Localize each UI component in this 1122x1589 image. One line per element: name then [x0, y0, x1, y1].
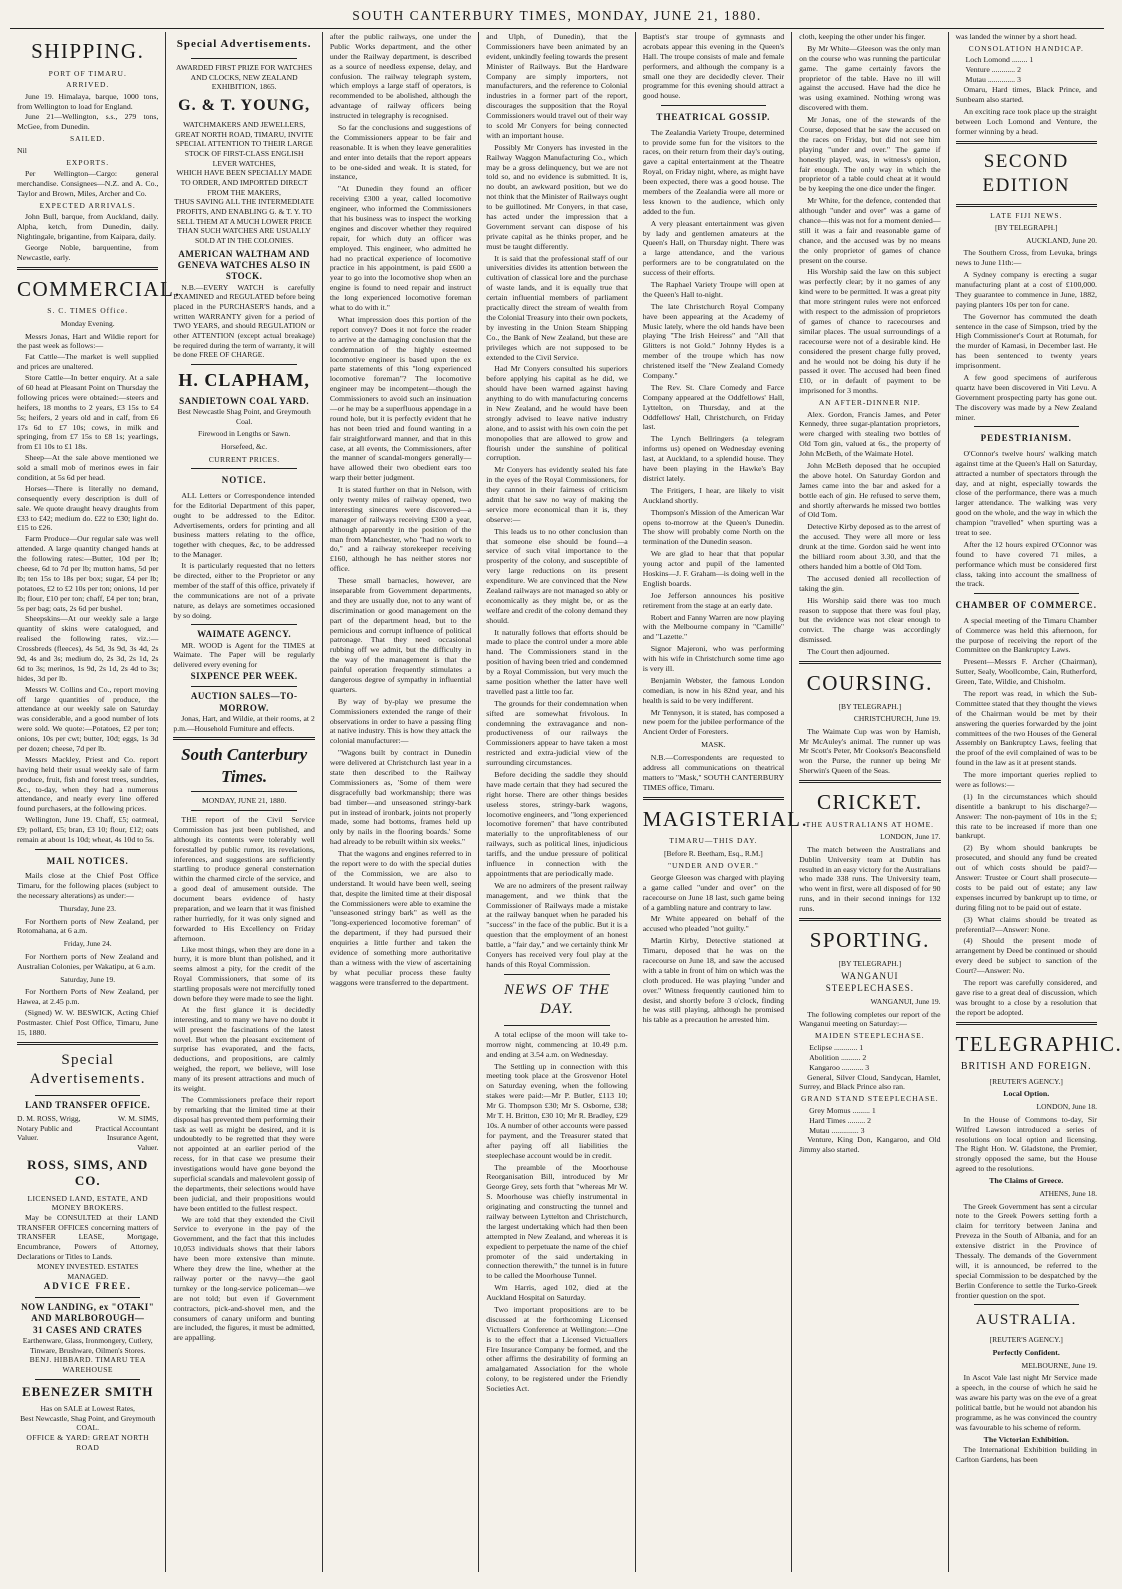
divider	[173, 737, 314, 740]
result-row: Venture ............ 2	[965, 65, 1021, 75]
exhibition-title: The Victorian Exhibition.	[983, 1434, 1069, 1444]
mail-6: Saturday, June 19.	[60, 974, 116, 984]
result-row: Grey Momus ......... 1	[809, 1105, 876, 1115]
divider	[35, 849, 140, 850]
office-date: Monday Evening.	[60, 318, 115, 328]
editorial-3: At the first glance it is decidedly interesting, and to many we have no doubt it will present the fascinations of the latest novel. But when the pleasant excitement of surprise has evaporated, and the facts, deductions, and propositions, are calmly weighed, the report, we believe, will lose many of its present attractions and much of its weight.	[173, 1004, 315, 1094]
smith-sale: Has on SALE at Lowest Rates,	[40, 1404, 135, 1414]
sporting-4: was landed the winner by a short head.	[955, 32, 1077, 41]
theatrical-2: A very pleasant entertainment was given by lady and gentlemen amateurs at the Queen's Hall, on Thursday night. There was a large attendance, and the various performers are to be congratulated on the success of their efforts.	[642, 218, 785, 278]
theatrical-1: The Zealandia Variety Troupe, determined to provide some fun for the visitors to the races, on their return from their day's outing, gave a capital entertainment at the Theatre Royal, on Friday night, where, as might have been expected, there was a good house. The members of the Zealandia were all more or less known to the audience, which only added to the fun.	[642, 127, 785, 216]
magisterial-before: [Before R. Beetham, Esq., R.M.]	[664, 848, 763, 858]
young-watch-ad	[173, 63, 314, 360]
greece-title: The Claims of Greece.	[989, 1176, 1064, 1186]
exports-1: Per Wellington—Cargo: general merchandise. Consignees—N.Z. and A. Co., Taylor and Brown, Miles, Archer and Co.	[17, 169, 159, 198]
young-made: WHICH HAVE BEEN SPECIALLY MADE TO ORDER, AND IMPORTED DIRECT FROM THE MAKERS,	[176, 168, 312, 197]
fiji-title: LATE FIJI NEWS.	[990, 210, 1063, 220]
after-dinner-1: Alex. Gordon, Francis James, and Peter Kennedy, three sugar-plantation proprietors, were charged with stealing two bottles of Old Tom gin, valued at 6s., the property of John McBeth, of the Waimate Hotel.	[799, 409, 941, 459]
divider	[35, 1095, 140, 1096]
cricket-date: LONDON, June 17.	[880, 832, 941, 842]
editorial-cont-13: Had Mr Conyers consulted his superiors before applying his capital as he did, we should have been warned against having anything to do with manufacturing concerns in New Zealand, and he would have been strongly advised to leave native industry alone, and to assist with his own coin the pet monopolies that are allowed to grow and flourish under the sunshine of political corruption.	[486, 364, 628, 463]
heading-australia: AUSTRALIA.	[975, 1312, 1077, 1329]
magisterial-6: Mr Jonas, one of the stewards of the Course, deposed that he saw the accused on the races on Friday, but did not see him playing "under and over." The game if honestly played, was, in witness's opinion, fair enough. The only way in which the proprietor of a table could cheat at it would be by keeping the one dice under the finger.	[799, 115, 941, 194]
coursing-date: CHRISTCHURCH, June 19.	[853, 714, 941, 724]
news-6: Baptist's star troupe of gymnasts and acrobats appear this evening in the Queen's Hall. The troupe consists of male and female performers, and although the company is a small one they are decidedly clever. Their programme for this evening should attract a good house.	[642, 32, 785, 101]
port-title: PORT OF TIMARU.	[48, 68, 127, 78]
theatrical-8: Thompson's Mission of the American War opens to-morrow at the Queen's Dunedin. The show will probably come North on the termination of the Dunedin season.	[642, 507, 785, 547]
heading-cricket: CRICKET.	[817, 790, 923, 815]
editorial-cont-15: This leads us to no other conclusion than that someone else should be found—a service of such vital importance to the prosperity of the colony, and susceptible of very large reductions on its present expenditure. We are convinced that the New Zealand railways are not managed so ably or economically as they might be, or as the welfare and credit of the colony demand they should.	[486, 526, 628, 625]
chamber-6: (2) By whom should bankrupts be prosecuted, and should any fund be created out of which costs should be paid?—Answer: Trustee or Court shall prosecute—costs to be paid out of estate; any law expenses incurred by bankrupt up to time, or during filing not to be paid out of estate.	[955, 843, 1097, 912]
sporting-3: Venture, King Don, Kangaroo, and Old Jimmy also started.	[799, 1135, 941, 1155]
editorial-cont-4: What impression does this portion of the report convey? Does it not force the reader to arrive at the damaging conclusion that the condemnation of the highly esteemed locomotive engineer is based upon the ex parte statements of this "long experienced locomotive foreman"? The locomotive engineer may be incompetent—though the Commissioners to avoid such an insinuation—or he may be a superfluous appendage in a round hole, but it is perfectly evident that he has not been tried and found wanting in a fair straightforward manner, and that in this case, at all events, the Commissioners, after the manner of scandal-mongers generally—have allowed their two obedient ears too warp their better judgment.	[329, 314, 472, 483]
result-row: Kangaroo ........... 3	[809, 1062, 870, 1072]
theatrical-4: The late Christchurch Royal Company have been appearing at the Academy of Music lately, where the old hands have been playing "The Irish Heiress" and "All that Glitters is not Gold." Johnny Hydes is a member of the troupe which has now christened itself the "New Zealand Comedy Company."	[642, 301, 785, 381]
notice-1: ALL Letters or Correspondence intended for the Editorial Department of this paper, ought to be addressed to the Editor. Advertisements, orders for printing and all business matters relating to the office, together with cheques, &c, to be addressed to the Manager.	[173, 490, 315, 560]
divider	[974, 1304, 1079, 1305]
magisterial-case: "UNDER AND OVER."	[667, 861, 759, 871]
heading-chamber: CHAMBER OF COMMERCE.	[955, 600, 1097, 611]
news-5: Two important propositions are to be discussed at the forthcoming Licensed Victuallers Conference at Wellington:—One is to the effect that a Licensed Victuallers Fire Insurance Company be formed, and the other affirms the desirability of forming an amalgamated Association for the whole colony, to be registered under the Friendly Societies Act.	[486, 1304, 628, 1394]
after-dinner-2: John McBeth deposed that he occupied the above hotel. On Saturday Gordon and James came into the bar and asked for a bottle each of gin. He refused to serve them, and shortly afterwards he missed two bottles of Old Tom.	[799, 461, 941, 520]
landing-goods: Earthenware, Glass, Ironmongery, Cutlery, Tinware, Brushware, Oilmen's Stores.	[22, 1336, 153, 1355]
arrived-title: ARRIVED.	[66, 80, 110, 90]
sporting-1: The following completes our report of the Wanganui meeting on Saturday:—	[799, 1009, 941, 1029]
smith-name: EBENEZER SMITH	[22, 1383, 154, 1399]
result-row: Mutau .............. 3	[809, 1125, 865, 1135]
theatrical-3: The Raphael Variety Troupe will open at the Queen's Hall to-night.	[642, 280, 785, 299]
editorial-cont-12: It is said that the professional staff of our universities divides its attention between the cultivation of classical lore and the purchase of waste lands, and it is equally true that certain influential members of parliament practically direct the stream of wealth from the Colonial Treasury into their own pockets, by investing in the Union Steam Shipping Co., the Bank of New Zealand, but these are privileges which are not supposed to be extended to the Civil Service.	[486, 253, 628, 362]
confident-1: In Ascot Vale last night Mr Service made a speech, in the course of which he said he was aware his party was on the eve of a great political battle, but he would not abandon his programme, as he was convinced the country was favourable to his scheme of reform.	[955, 1373, 1097, 1432]
editorial-cont-1: after the public railways, one under the Public Works department, and the other under the Railway department, is described as a source of needless expense, delay, and confusion. The railway telegraph system, which employs a large staff of operators, is recommended to be abolished, although the advantage of railway officers being instructed in telegraphy is recognised.	[329, 32, 472, 121]
theatrical-11: Robert and Fanny Warren are now playing with the Melbourne company in "Camille" and "Lazette."	[642, 612, 785, 642]
editorial-cont-8: "Wagons built by contract in Dunedin were delivered at Christchurch last year in a state then described to the Railway Commissioners as, 'Some of them were disgracefully bad workmanship; there was bad timber—and unseasoned stringy-bark put in instead of ironbark, joints not properly made, some had bottoms, frames held up only by nails in the flooring boards.' Some had already to be rebuilt within six weeks."	[329, 748, 472, 847]
editorial-cont-19: We are no admirers of the present railway management, and we think that the Commissioner of Railways made a mistake at the railway banquet when he paraded his "success" in the face of the public. But it is a question that the employment of an honest battle, a "fair day," and we certainly think Mr Conyers has received very foul play at the hands of this Royal Commission.	[486, 880, 628, 969]
magisterial-5: By Mr White—Gleeson was the only man on the course who was running the particular game. The game certainly favors the proprietor of the table. Have no ill will against the accused. Have had the dice he was using examined. Nothing wrong was discovered with them.	[799, 43, 941, 113]
chamber-3: The report was read, in which the Sub-Committee stated that they thought the views of the Chairman would be met by their answering the queries forwarded by the joint committees of the two Houses of the General Assembly on Bankruptcy Laws, feeling that the proof of the evil complained of was to be found in the law as it at present stands.	[955, 689, 1097, 768]
landing-signature: BENJ. HIBBARD. TIMARU TEA WAREHOUSE	[29, 1355, 146, 1375]
young-warranty: N.B.—EVERY WATCH is carefully EXAMINED and REGULATED before being placed in the PURCHASER'S hands, and a written WARRANTY given for a period of TWO YEARS, and should REGULATION or other ATTENTION (except actual breakage) be required during the term of warranty, it will be done FREE OF CHARGE.	[173, 282, 315, 360]
after-dinner-title: AN AFTER-DINNER NIP.	[818, 398, 921, 408]
news-4: Wm Harris, aged 102, died at the Auckland Hospital on Saturday.	[486, 1283, 628, 1303]
local-option-title: Local Option.	[1003, 1089, 1050, 1099]
mail-8: (Signed) W. W. BESWICK, Acting Chief Postmaster. Chief Post Office, Timaru, June 15, 1880.	[17, 1007, 159, 1037]
divider	[191, 364, 296, 365]
smith-ad	[17, 1384, 158, 1453]
fiji-4: A few good specimens of auriferous quartz have been discovered in Viti Levu. A Government prospecting party has gone out. The discovery was made by a New Zealand miner.	[955, 373, 1097, 422]
divider	[974, 426, 1079, 427]
editorial-cont-5: It is stated further on that in Nelson, with only twenty miles of railway opened, two interesting sinecures were discovered—a manager of railways receiving £300 a year, although apparently in the position of the man from Manchester, who "had no work to do," and a railway storekeeper receiving £160, although he has neither stores nor office.	[329, 485, 472, 574]
greece-1: The Greek Government has sent a circular note to the Greek Powers setting forth a claim for territory between Janina and Preveza in the South of Albania, and for an extensive district in the Province of Thessaly. The demands of the Government will, it is announced, be referred to the special Commission to be despatched by the Berlin Conference to settle the Turko-Greek frontier question on the spot.	[955, 1201, 1097, 1300]
clapham-firewood: Firewood in Lengths or Sawn.	[198, 429, 291, 439]
exhibition-1: The International Exhibition building in Carlton Gardens, has been	[955, 1444, 1097, 1464]
result-row: Eclipse ............ 1	[809, 1042, 864, 1052]
news-2: The Settling up in connection with this meeting took place at the Grosvenor Hotel on Saturday evening, when the following stakes were paid:—Mr P. Butler, £113 10; Mr G. Thompson £30; Mr S. Osborne, £38; Mr T. H. Britton, £30 10; Mr R. Bradley, £29 10s. A number of other accounts were passed for payment, and the Treasurer stated that after paying off all liabilities the steeplechase account would be in credit.	[486, 1061, 628, 1160]
mail-2: Thursday, June 23.	[59, 904, 116, 914]
magisterial-8: His Worship said the law on this subject was perfectly clear; by it no games of any kind were to be permitted. It was a great pity that more stringent rules were not enforced with respect to the admission of proprietors of games of chance to racecourses and similar places. The usual surroundings of a racecourse were not of a desirable kind. He considered the present charge fully proved, and he would not be doing his duty if he passed it over. The accused had been fined £10, or in default of payment to be imprisoned for 3 months.	[799, 267, 941, 396]
divider	[35, 1379, 140, 1380]
divider	[504, 974, 609, 975]
landing-title: NOW LANDING, ex "OTAKI" AND MARLBOROUGH—	[21, 1301, 155, 1324]
theatrical-13: Benjamin Webster, the famous London comedian, is now in his 82nd year, and his health is said to be very indifferent.	[642, 675, 785, 705]
sailed-nil: Nil	[17, 145, 27, 155]
award-line: AWARDED FIRST PRIZE FOR WATCHES AND CLOCKS, NEW ZEALAND EXHIBITION, 1865.	[176, 62, 313, 92]
sailed-title: SAILED.	[69, 134, 106, 144]
heading-second-edition: SECOND EDITION	[982, 150, 1070, 196]
chamber-1: A special meeting of the Timaru Chamber of Commerce was held this afternoon, for the purpose of receiving the report of the Committee on the Bankruptcy Laws.	[955, 615, 1097, 655]
waimate-title: WAIMATE AGENCY.	[197, 629, 292, 640]
pedestrianism-2: After the 12 hours expired O'Connor was found to have covered 71 miles, a performance which must be considered first class, taking into account the smallness of the track.	[955, 539, 1097, 589]
divider	[191, 468, 296, 469]
waimate-text: MR. WOOD is Agent for the TIMES at Waimate. The Paper will be regularly delivered every evening for	[173, 640, 315, 670]
telegraphic-sub: BRITISH AND FOREIGN.	[960, 1061, 1092, 1073]
heading-sporting: SPORTING.	[809, 928, 930, 953]
result-row: Abolition .......... 2	[809, 1052, 867, 1062]
mail-3: For Northern ports of New Zealand, per Rotomahana, at 6 a.m.	[17, 916, 159, 936]
result-row: Mutau .............. 3	[965, 75, 1021, 85]
editorial-cont-3: "At Dunedin they found an officer receiving £300 a year, called locomotive engineer, who informed the Commissioners that his business was to inspect the working engines and discover whether they required repair, for which duty an officer was employed. This engineer, who admitted he had no practical experience of locomotive practice in his appointment, is paid £600 a year to go into the locomotive shop when an engine is found to need repair and instruct the long experienced locomotive foreman what to do with it."	[329, 184, 472, 313]
mail-1: Mails close at the Chief Post Office Timaru, for the following places (subject to the necessary alterations) as under:—	[17, 871, 159, 901]
young-intro: WATCHMAKERS AND JEWELLERS, GREAT NORTH ROAD, TIMARU, INVITE SPECIAL ATTENTION TO THEIR LARGE STOCK OF FIRST-CLASS ENGLISH LEVER WATCHES,	[175, 120, 314, 168]
after-dinner-5: His Worship said there was too much reason to suppose that there was foul play, but the evidence was not clear enough to convict. The charge was accordingly dismissed.	[799, 595, 941, 645]
cricket-sub: THE AUSTRALIANS AT HOME.	[805, 819, 935, 829]
editorial-2: Like most things, when they are done in a hurry, it is more blunt than polished, and it seems almost a pity, for the credit of the Royal Commissioners, that some of its startling proposals were not mercifully toned down before they were made to see the light.	[173, 944, 315, 1003]
grand-stand-title: GRAND STAND STEEPLECHASE.	[801, 1094, 939, 1104]
heading-notice: NOTICE.	[221, 475, 267, 486]
theatrical-9: We are glad to hear that that popular young actor and pupil of the lamented Hoskins—J. F. Graham—is doing well in the English boards.	[642, 549, 785, 588]
divider	[799, 918, 940, 921]
divider	[956, 204, 1097, 207]
pedestrianism-1: O'Connor's twelve hours' walking match against time at the Queen's Hall on Saturday, attracted a number of spectators through the day, and at night, especially towards the close of the performance, there was a much larger attendance. The walking was very good on the whole, and the way in which the champion "travelled" when spurting was a treat to see.	[955, 448, 1097, 538]
clapham-horsefeed: Horsefeed, &c.	[221, 442, 268, 452]
divider	[191, 686, 296, 687]
masthead: SOUTH CANTERBURY TIMES, MONDAY, JUNE 21, 1880.	[10, 6, 1104, 29]
after-dinner-6: The Court then adjourned.	[807, 647, 890, 657]
magisterial-2: Mr White appeared on behalf of the accused who pleaded "not guilty."	[642, 914, 785, 934]
greece-date: ATHENS, June 18.	[1039, 1189, 1097, 1199]
waimate-ad	[173, 629, 314, 682]
auction-text: Jonas, Hart, and Wildie, at their rooms, at 2 p.m.—Household Furniture and effects.	[173, 714, 315, 733]
theatrical-12: Signor Majeroni, who was performing with his wife in Christchurch some time ago is very ill.	[642, 644, 785, 673]
editorial-cont-7: By way of by-play we presume the Commissioners extended the range of their observations in order to have a passing fling at native industry. This is how they attack the colonial manufacturer:—	[329, 696, 472, 746]
commercial-2: Fat Cattle—The market is well supplied and prices are unaltered.	[17, 352, 159, 372]
commercial-3: Store Cattle—In better enquiry. At a sale of 60 head at Pleasant Point on Thursday the following prices were obtained:—steers and heifers, 18 months to 2 years, £3 15s to £4 5s; heifers, 2 years old and in calf, from £6 17s 6d to £7 10s; cows, in milk and springing, from £7 15s to £8 1s; yearlings, from £1 10s to £1 18s.	[17, 373, 159, 452]
editorial-cont-18: Before deciding the saddle they should have made certain that they had secured the right horse. There are other things besides useless stores, stringy-bark wagons, locomotive engineers, and "long experienced locomotive foremen" that have contributed materially to the unprofitableness of our railways, such as political lines, injudicious tariffs, and the undue pressure of political influence in connection with the appointments that are periodically made.	[486, 770, 628, 878]
column-4	[479, 32, 635, 1572]
magisterial-1: George Gleeson was charged with playing a game called "under and over" on the racecourse on June 18 last, such game being of a gambling nature and contrary to law.	[642, 872, 785, 912]
firm-left: D. M. ROSS, Wrigg, Notary Public and Valuer.	[17, 1114, 81, 1143]
editorial-cont-11: Possibly Mr Conyers has invested in the Railway Waggon Manufacturing Co., which may be a gross delinquency, but we are not told so, and no evidence is submitted. It is, no doubt, an awkward position, but we do not think that the Minister of Railways ought to be guillotined. Mr Conyers, in that case, has acted under the impression that a Government servant can dispose of his private capital as he thinks proper, and he must be taught differently.	[486, 142, 628, 251]
magisterial-4: cloth, keeping the other under his finger.	[799, 32, 926, 41]
theatrical-14: Mr Tennyson, it is stated, has composed a new poem for the jubilee performance of the Ancient Order of Foresters.	[642, 707, 785, 737]
fiji-1: The Southern Cross, from Levuka, brings news to June 11th:—	[955, 248, 1097, 268]
commercial-8: Messrs W. Collins and Co., report moving off large quantities of produce, the attendance at our weekly sale on Saturday was considerable, and a good number of lots were sold. We quote:—Potatoes, £2 per ton; onions, 10s per cwt; butter, 10d; eggs, 1s 3d per dozen; cheese, 7d per lb.	[17, 684, 159, 754]
after-dinner-4: The accused denied all recollection of taking the gin.	[799, 573, 941, 593]
young-name: G. & T. YOUNG,	[178, 96, 311, 114]
chamber-4: The more important queries replied to were as follows:—	[955, 770, 1097, 790]
divider	[191, 58, 296, 59]
clapham-coal: Best Newcastle Shag Point, and Greymouth Coal.	[177, 407, 311, 426]
column-5	[636, 32, 809, 1572]
divider	[35, 1297, 140, 1298]
firm-partners	[17, 1114, 158, 1153]
heading-news-of-the-day: NEWS OF THE DAY.	[503, 981, 610, 1017]
heading-telegraphic: TELEGRAPHIC.	[955, 1031, 1122, 1056]
heading-magisterial: MAGISTERIAL.	[642, 806, 809, 831]
expected-title: EXPECTED ARRIVALS.	[39, 200, 136, 210]
firm-subtitle: LICENSED LAND, ESTATE, AND MONEY BROKERS.	[27, 1193, 148, 1213]
editorial-1: THE report of the Civil Service Commission has just been published, and although its contents were tolerably well forestalled by public rumor, its revelations, inferences, and suggestions are sufficiently startling to produce general consternation within the charmed circle of the service, and a good deal of amusement outside. The document bears evidence of hasty preparation, and we learn that it was finished rather hurriedly, for it was only signed and forwarded to His Excellency on Friday afternoon.	[173, 814, 315, 943]
heading-special-ads: Special Advertisements.	[29, 1051, 146, 1087]
reuters-2: [REUTER'S AGENCY.]	[989, 1335, 1063, 1345]
after-dinner-3: Detective Kirby deposed as to the arrest of the accused. They were all more or less drunk at the time. Gordon said he went into the billiard room about 3.30, and that the others handed him a bottle of Old Tom.	[799, 522, 941, 571]
chamber-5: (1) In the circumstances which should disentitle a bankrupt to his discharge?—Answer: The non-payment of 10s in the £; this rate to be increased if more than one bankrupt.	[955, 791, 1097, 841]
land-transfer-ad	[17, 1100, 158, 1293]
editorial-cont-9: That the wagons and engines referred to in the report were to do with the special duties of the Commission, we are also to understand. It would have been well, seeing that, despite the limited time at their disposal the Commissioners were able to examine the "unseasoned stringy bark" as well as the "long-experienced locomotive foreman" of the department, if they had pursued their enquiries a little further and taken the evidence of something more authoritative than a witness with the view of ascertaining by what peculiar process these faulty waggons were transferred to the department.	[329, 849, 472, 987]
commercial-10: Wellington, June 19. Chaff, £5; oatmeal, £9; pollard, £5; bran, £3 10; flour, £12; oats remain at about 1s 10d; wheat, 4s 10d to 5s.	[17, 815, 159, 845]
sporting-date: WANGANUI, June 19.	[870, 997, 941, 1007]
consolation-title: CONSOLATION HANDICAP.	[968, 43, 1084, 53]
heading-theatrical-gossip: THEATRICAL GOSSIP.	[656, 112, 771, 123]
theatrical-7: The Fritigers, I hear, are likely to visit Auckland shortly.	[642, 485, 785, 505]
theatrical-nb: N.B.—Correspondents are requested to address all communications on theatrical matters to "Mask," SOUTH CANTERBURY TIMES office, Timaru.	[642, 753, 785, 792]
heading-special-ads: Special Advertisements.	[176, 38, 312, 50]
fiji-3: The Governor has commuted the death sentence in the case of Simpson, tried by the High Commissioner's Court at Rotumah, for the murder of Kamasi, in December last. He has been sentenced to twenty years imprisonment.	[955, 311, 1097, 371]
young-saving: THUS SAVING ALL THE INTERMEDIATE PROFITS, AND ENABLING G. & T. Y. TO SELL THEM AT A MUCH LOWER PRICE	[174, 197, 314, 226]
commercial-4: Sheep—At the sale above mentioned we sold a small mob of merinos ewes in fair condition, at 5s 6d per head.	[17, 453, 159, 482]
divider	[956, 141, 1097, 144]
smith-coal: Best Newcastle, Shag Point, and Greymouth COAL.	[20, 1413, 156, 1433]
column-1	[10, 32, 182, 1572]
sporting-telegraph: [BY TELEGRAPH.]	[838, 958, 902, 968]
divider	[661, 105, 766, 106]
commercial-7: Sheepskins—At our weekly sale a large quantity of skins were catalogued, and realised the following rates, viz.:—Crossbreds (fleeces), 4s 5d, 3s 9d, 3s 4d, 2s 9d, 4s and 3s; medium do, 2s 3d, 2s 1d, 2s 6d to 3s; merinos, 1s 9d, 2s 1d, 2s 4d to 3s; hides, 3d per lb.	[17, 614, 159, 683]
local-option-date: LONDON, June 18.	[1036, 1102, 1097, 1112]
landing-ad	[17, 1302, 158, 1375]
column-7	[949, 32, 1122, 1572]
column-3	[323, 32, 479, 1572]
reuters-1: [REUTER'S AGENCY.]	[989, 1076, 1063, 1086]
arrival-2: June 21—Wellington, s.s., 279 tons, McGee, from Dunedin.	[17, 112, 159, 132]
divider	[643, 797, 784, 800]
sporting-sub: WANGANUI STEEPLECHASES.	[825, 971, 914, 993]
column-6	[792, 32, 948, 1572]
exports-title: EXPORTS.	[66, 157, 110, 167]
arrival-1: June 19. Himalaya, barque, 1000 tons, from Wellington to load for England.	[17, 91, 159, 111]
auction-title: AUCTION SALES—TO-MORROW.	[190, 691, 298, 713]
notice-2: It is particularly requested that no letters be directed, either to the Proprietor or any member of the staff of this office, privately if the communications are not of a private nature, as delays are sometimes occasioned by so doing.	[173, 561, 315, 620]
consolation-3: An exciting race took place up the straight between Loch Lomond and Venture, the former winning by a head.	[955, 106, 1097, 136]
young-colonies: THAN SUCH WATCHES ARE USUALLY SOLD AT IN THE COLONIES.	[177, 226, 311, 245]
clapham-name: H. CLAPHAM,	[178, 369, 310, 390]
chamber-2: Present—Messrs F. Archer (Chairman), Sutter, Sealy, Woollcombe, Cain, Rutherford, Green, Tate, Wildie, and Chisholm.	[955, 657, 1097, 687]
expected-1: John Bull, barque, from Auckland, daily. Alpha, ketch, from Dunedin, daily. Nightingale, brigantine, from Kaipara, daily.	[17, 212, 159, 242]
commercial-9: Messrs Mackley, Priest and Co. report having held their usual weekly sale of farm produce, fruit, fish and forest trees, sundries, &c., to-day, when they had a numerous attendance, and nearly every line offered found purchasers, at the following prices.	[17, 754, 159, 814]
result-row: Loch Lomond ........ 1	[965, 55, 1034, 65]
clapham-prices: CURRENT PRICES.	[208, 454, 280, 464]
divider	[799, 780, 940, 783]
heading-commercial: COMMERCIAL.	[17, 276, 182, 301]
theatrical-5: The Rev. St. Clare Comedy and Farce Company appeared at the Oddfellows' Hall, Lyttelton, on Thursday, and at the Oddfellows' Hall, Christchurch, on Friday last.	[642, 382, 785, 432]
divider	[191, 624, 296, 625]
smith-office: OFFICE & YARD: GREAT NORTH ROAD	[26, 1433, 150, 1452]
mail-7: For Northern Ports of New Zealand, per Hawea, at 2.45 p.m.	[17, 987, 159, 1007]
local-option-1: In the House of Commons to-day, Sir Wilfred Lawson introduced a series of resolutions on local option and licensing. The Right Hon. W. Gladstone, the Premier, strongly opposed the same, but the House agreed to the resolutions.	[955, 1114, 1097, 1174]
commercial-1: Messrs Jonas, Hart and Wildie report for the past week as follows:—	[17, 331, 159, 351]
chamber-8: (4) Should the present mode of arrangement by Deed be continued or should every deed be subject to sanction of the Court?—Answer: No.	[955, 936, 1097, 976]
waimate-price: SIXPENCE PER WEEK.	[190, 670, 298, 681]
magisterial-3: Martin Kirby, Detective stationed at Timaru, deposed that he was on the racecourse on June 18, and saw the accused with a table in front of him on which was the cloth produced. He was playing "under and over." Witness frequently cautioned him to desist, and shortly before 3 o'clock, finding he was still playing, although he promised his table as a precaution he arrested him.	[642, 936, 785, 1025]
land-office-title: LAND TRANSFER OFFICE.	[25, 1099, 151, 1110]
divider	[191, 791, 296, 792]
office-title: S. C. TIMES Office.	[47, 306, 129, 316]
mask-signature: MASK.	[701, 740, 726, 750]
divider	[956, 1022, 1097, 1025]
cricket-1: The match between the Australians and Dublin University team at Dublin has resulted in an easy victory for the Australians who made 338 runs. The University team, who went in first, were all disposed of for 90 runs, and in their second innings for 132 runs.	[799, 844, 941, 914]
fiji-2: A Sydney company is erecting a sugar manufacturing plant at a cost of £100,000. They guarantee to commence in June, 1882, paying planters 10s per ton for cane.	[955, 270, 1097, 309]
divider	[17, 1042, 158, 1045]
paper-date: MONDAY, JUNE 21, 1880.	[202, 796, 287, 806]
magisterial-sub: TIMARU—THIS DAY.	[669, 836, 758, 846]
coursing-1: The Waimate Cup was won by Hamish, Mr McAuley's animal. The runner up was Mr Scott's Peter, Mr Cookson's Beaconsfield won the Purse, the runner up being Mr Sherwin's Queen of the Seas.	[799, 726, 941, 776]
editorial-cont-16: It naturally follows that efforts should be made to place the control under a more able hand. The Commissioners stand in the position of having been tried and condemned by a Royal Commission, but very much the same position whether the latter have well travelled past a little too far.	[486, 627, 628, 696]
magisterial-7: Mr White, for the defence, contended that although "under and over" was a game of chance—this was not for a moment denied—still it was a fair and reasonable game of chance, and the accused was by no means the only proprietor of games of chance present on the course.	[799, 196, 941, 265]
chamber-7: (3) What claims should be treated as preferential?—Answer: None.	[955, 914, 1097, 934]
chamber-9: The report was carefully considered, and gave rise to a great deal of discussion, which was brought to a close by a resolution that the report be adopted.	[955, 977, 1097, 1017]
firm-text: May be CONSULTED at their LAND TRANSFER OFFICES concerning matters of TRANSFER LEASE, Mortgage, Encumbrance, Powers of Attorney, Declarations or Titles to Lands.	[17, 1212, 159, 1261]
landing-cases: 31 CASES AND CRATES	[33, 1324, 143, 1335]
fiji-telegraph: [BY TELEGRAPH.]	[994, 223, 1058, 233]
editorial-4: The Commissioners preface their report by remarking that the limited time at their disposal has prevented them performing their task as well as might be desired, and it is undoubtedly to be regretted that they were not appointed at an earlier period of the recess, for in that case we presume their investigations would have gone beyond the superficial scandals and malevolent gossip of the departments, their selections would have been judicial, and their propositions would have been entitled to the fullest respect.	[173, 1094, 315, 1213]
column-2	[166, 32, 322, 1572]
divider	[191, 810, 296, 811]
heading-shipping: SHIPPING.	[31, 39, 145, 63]
firm-name: ROSS, SIMS, AND CO.	[27, 1156, 149, 1189]
consolation-2: Omaru, Hard times, Black Prince, and Sunbeam also started.	[955, 85, 1097, 104]
commercial-5: Horses—There is literally no demand, consequently every description is dull of sale. We quote draught heavy draughts from £33 to £42; medium do. £22 to £30; light do. £15 to £26.	[17, 483, 159, 533]
editorial-cont-10: and Ulph, of Dunedin), that the Commissioners have been animated by an evident, unkindly feeling towards the present Minister of Railways. But the Hardware Company are simply importers, not manufacturers, and the reference to Colonial industries in a former part of the report, discourages the supposition that the Royal Commissioners would travel out of their way to scold Mr Conyers for being connected with an important house.	[486, 32, 628, 140]
result-row: Hard Times ......... 2	[809, 1115, 872, 1125]
mail-5: For Northern ports of New Zealand and Australian Colonies, per Wakatipu, at 6 a.m.	[17, 951, 159, 971]
firm-money: MONEY INVESTED. ESTATES MANAGED.	[37, 1262, 139, 1281]
expected-2: George Noble, barquentine, from Newcastle, early.	[17, 243, 159, 262]
young-waltham: AMERICAN WALTHAM AND GENEVA WATCHES ALSO IN STOCK.	[177, 248, 311, 282]
heading-coursing: COURSING.	[806, 670, 933, 695]
divider	[974, 593, 1079, 594]
divider	[17, 267, 158, 270]
clapham-yard: SANDIETOWN COAL YARD.	[179, 395, 310, 406]
firm-right: W. M. SIMS, Practical Accountant Insurance Agent, Valuer.	[95, 1114, 159, 1153]
theatrical-10: Joe Jefferson announces his positive retirement from the stage at an early date.	[642, 590, 785, 610]
commercial-6: Farm Produce—Our regular sale was well attended. A large quantity changed hands at the following rates:—Butter, 10d per lb; cheese, 6d to 7d per lb; mutton hams, 5d per lb; ten 15s to 18s per box; sugar, £4 per lb; potatoes, £2 to £2 10s per ton; onions, 1d per lb; flour, £10 per ton; chaff, £4 per ton; bran, 5s per bag; oats, 2s 6d per bushel.	[17, 534, 159, 613]
divider	[799, 661, 940, 664]
editorial-cont-6: These small barnacles, however, are inseparable from Government departments, and they are usually due, not to any want of discrimination or good management on the part of the department head, but to the pernicious and corrupt influence of political patronage. That they need occasional rubbing off we admit, but the difficulty in the way of the management is that the painful operation frequently stimulates a dangerous degree of sympathy in influential quarters.	[329, 576, 472, 694]
editorial-cont-14: Mr Conyers has evidently sealed his fate in the eyes of the Royal Commissioners, for they cannot in their fairness of criticism admit that he saw no way of making the service more economical than it is, they observe:—	[486, 465, 628, 524]
heading-mail-notices: MAIL NOTICES.	[46, 855, 129, 866]
clapham-ad	[173, 369, 314, 464]
editorial-cont-17: The grounds for their condemnation when sifted are somewhat frivolous. In condemning the extravagance and non-productiveness of our railways the Commissioners appear to have taken a most restricted and extra-judicial view of the surrounding circumstances.	[486, 698, 628, 768]
theatrical-6: The Lynch Bellringers (a telegram informs us) opened on Wednesday evening last, at Auckland, to a splendid house. They have been playing in the Hawke's Bay district lately.	[642, 434, 785, 483]
editorial-cont-2: So far the conclusions and suggestions of the Commissioners appear to be fair and reasonable. It is when they leave generalities and enter into details that the report appears to be one-sided and weak. It is stated, for instance,	[329, 123, 472, 182]
maiden-title: MAIDEN STEEPLECHASE.	[815, 1031, 925, 1041]
confident-title: Perfectly Confident.	[992, 1348, 1060, 1357]
paper-title: South Canterbury Times.	[181, 745, 308, 786]
heading-pedestrianism: PEDESTRIANISM.	[980, 433, 1072, 444]
coursing-telegraph: [BY TELEGRAPH.]	[838, 701, 902, 711]
editorial-5: We are told that they extended the Civil Service to everyone in the pay of the Government, and the fact that this includes 10,053 individuals shows that their labors have been more extensive than minute. Where they drew the line, whether at the railway porter or the navvy—the gaol turnkey or the long-service policeman—we are not told; but even if Government contractors, pick-and-shovel men, and the consumers of canary uniform and bunting are included, the figures, it must be admitted, are appalling.	[173, 1214, 315, 1343]
firm-advice: ADVICE FREE.	[43, 1281, 132, 1292]
confident-date: MELBOURNE, June 19.	[1021, 1360, 1097, 1370]
fiji-date: AUCKLAND, June 20.	[1026, 235, 1097, 245]
mail-4: Friday, June 24.	[63, 939, 112, 949]
auction-ad	[173, 691, 314, 733]
columns	[10, 32, 1122, 1572]
news-1: A total eclipse of the moon will take to-morrow night, commencing at 10.49 p.m. and ending at 3.54 a.m. on Wednesday.	[486, 1029, 628, 1059]
sporting-2: General, Silver Cloud, Sandycan, Hamlet, Surrey, and Black Prince also ran.	[799, 1072, 941, 1092]
divider	[504, 1025, 609, 1026]
news-3: The preamble of the Moorhouse Reorganisation Bill, introduced by Mr George Grey, sets forth that "whereas Mr W. S. Moorhouse was chiefly instrumental in originating and constructing the tunnel and railway between Lyttelton and Christchurch, the largest undertaking which had then been attempted in New Zealand, and whereas it is expedient to perpetuate the name of the chief promoter of the said undertaking in connection therewith," the tunnel is in future to be called the Moorhouse Tunnel.	[486, 1162, 628, 1281]
